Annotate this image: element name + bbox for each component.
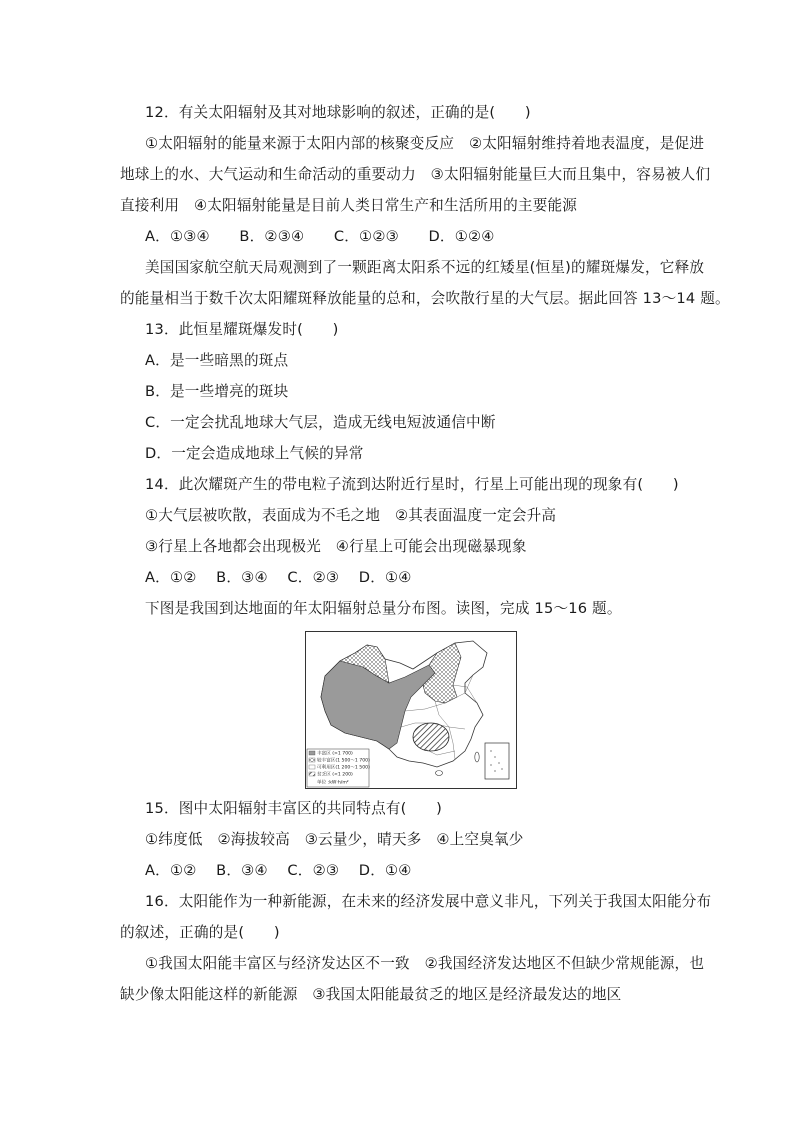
q13-option-c: C．一定会扰乱地球大气层，造成无线电短波通信中断	[145, 414, 496, 431]
q12-statement-line: 地球上的水、大气运动和生命活动的重要动力 ③太阳辐射能量巨大而且集中，容易被人们	[120, 166, 711, 183]
legend-swatch-poor	[309, 772, 315, 776]
q14-stem: 14．此次耀斑产生的带电粒子流到达附近行星时，行星上可能出现的现象有( )	[145, 476, 679, 493]
legend-swatch-relatively-rich	[309, 758, 315, 762]
china-solar-radiation-map	[305, 631, 517, 789]
q12-stem: 12．有关太阳辐射及其对地球影响的叙述，正确的是( )	[145, 104, 531, 121]
legend-label-poor: 贫乏区 (<1 200)	[317, 772, 353, 778]
q14-options: A．①② B．③④ C．②③ D．①④	[145, 569, 412, 586]
passage-13-14-line: 美国国家航空航天局观测到了一颗距离太阳系不远的红矮星(恒星)的耀斑爆发，它释放	[145, 259, 705, 276]
poor-region	[413, 723, 449, 751]
q14-statement-line: ①大气层被吹散，表面成为不毛之地 ②其表面温度一定会升高	[145, 507, 557, 524]
map-svg	[305, 631, 517, 789]
south-china-sea-inset	[485, 743, 509, 779]
legend-swatch-rich	[309, 751, 315, 755]
q12-statement-line: ①太阳辐射的能量来源于太阳内部的核聚变反应 ②太阳辐射维持着地表温度，是促进	[145, 135, 705, 152]
q16-stem: 16．太阳能作为一种新能源，在未来的经济发展中意义非凡，下列关于我国太阳能分布	[145, 893, 712, 910]
q13-option-a: A．是一些暗黑的斑点	[145, 352, 289, 369]
q13-stem: 13．此恒星耀斑爆发时( )	[145, 321, 339, 338]
legend-label-rich: 丰富区 (>1 700)	[317, 751, 353, 757]
legend-label-relatively-rich: 较丰富区(1 500～1 700)	[317, 758, 370, 764]
taiwan-island	[475, 752, 479, 762]
q12-statement-line: 直接利用 ④太阳辐射能量是目前人类日常生产和生活所用的主要能源	[120, 197, 578, 214]
q15-options: A．①② B．③④ C．②③ D．①④	[145, 862, 412, 879]
q13-option-b: B．是一些增亮的斑块	[145, 383, 289, 400]
q14-statement-line: ③行星上各地都会出现极光 ④行星上可能会出现磁暴现象	[145, 538, 527, 555]
legend-label-usable: 可利用区(1 200～1 500)	[317, 765, 370, 771]
q13-option-d: D．一定会造成地球上气候的异常	[145, 445, 364, 462]
passage-13-14-line: 的能量相当于数千次太阳耀斑释放能量的总和，会吹散行星的大气层。据此回答 13～14 题。	[120, 290, 730, 307]
passage-15-16-intro: 下图是我国到达地面的年太阳辐射总量分布图。读图，完成 15～16 题。	[145, 600, 622, 617]
legend-swatch-usable	[309, 765, 315, 769]
map-legend	[307, 749, 370, 787]
q16-statement-line: 缺少像太阳能这样的新能源 ③我国太阳能最贫乏的地区是经济最发达的地区	[120, 986, 622, 1003]
q12-options: A．①③④ B．②③④ C．①②③ D．①②④	[145, 228, 495, 245]
q15-statement-line: ①纬度低 ②海拔较高 ③云量少，晴天多 ④上空臭氧少	[145, 831, 524, 848]
legend-unit: 单位 :kW·h/m²	[317, 780, 349, 786]
q16-statement-line: ①我国太阳能丰富区与经济发达区不一致 ②我国经济发达地区不但缺少常规能源，也	[145, 955, 705, 972]
q15-stem: 15．图中太阳辐射丰富区的共同特点有( )	[145, 800, 443, 817]
hainan-island	[436, 771, 443, 776]
q16-stem-cont: 的叙述，正确的是( )	[120, 924, 280, 941]
